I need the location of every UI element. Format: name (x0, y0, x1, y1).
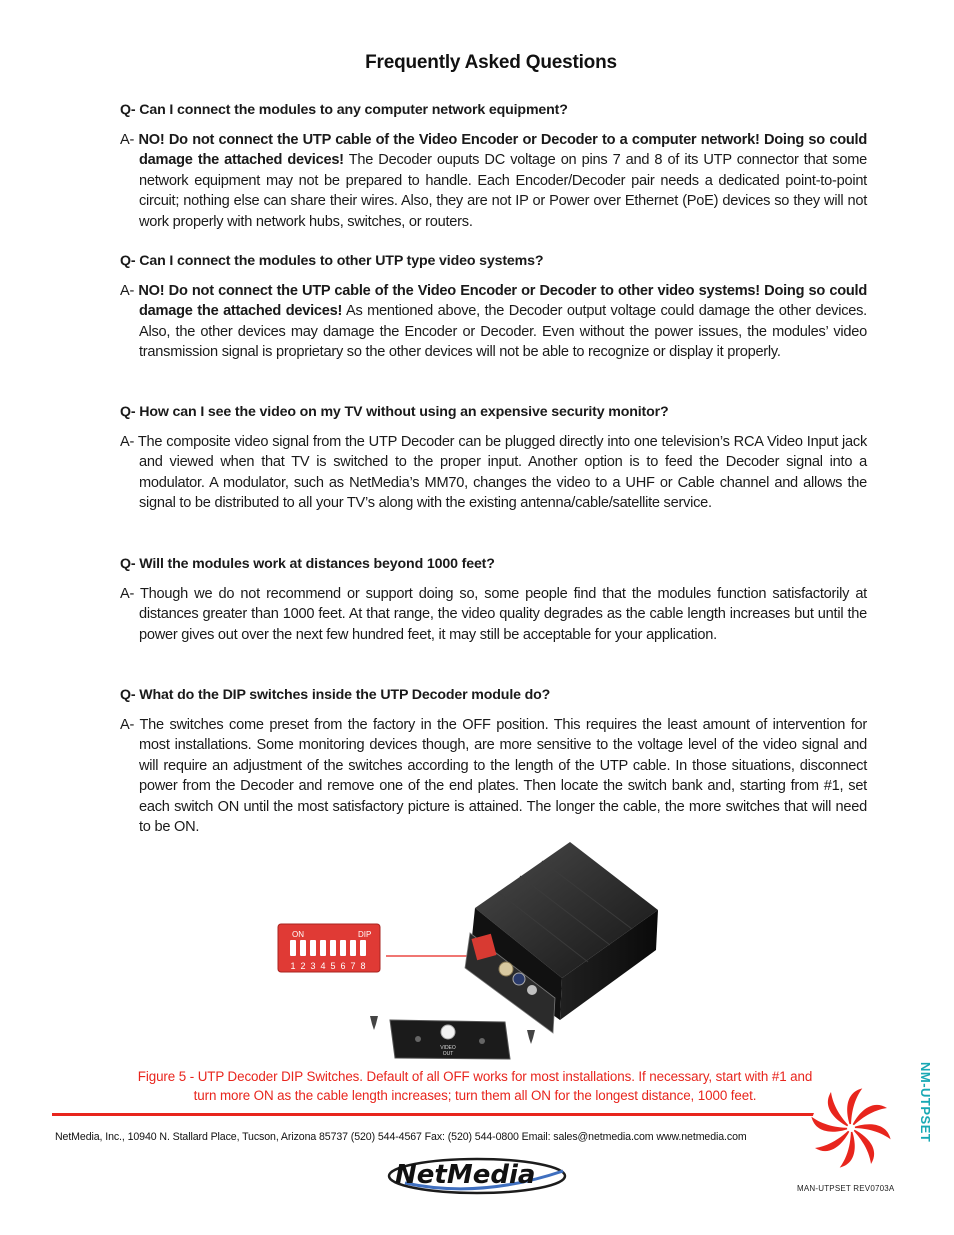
answer-prefix: A- (120, 585, 140, 602)
dip-on-label: ON (292, 930, 304, 939)
caption-line: Figure 5 - UTP Decoder DIP Switches. Default of all OFF works for most installations. If necessary, start with #1 and (137, 1069, 813, 1084)
faq-answer (120, 715, 867, 838)
logo-wordmark: NetMedia (395, 1160, 536, 1190)
answer-text: The switches come preset from the factory in the OFF position. This requires the least amount of intervention for most installations. Some monitoring devices though, are more sensitive to the voltage level of the video signal and will require an adjustment of the switches according to the length of the UTP cable. In those situations, disconnect power from the Decoder and remove one of the end plates. Then locate the switch bank and, starting from #1, set each switch ON until the most satisfactory picture is attained. The longer the cable, the more switches that will need to be ON. (139, 716, 867, 835)
dip-number: 3 (310, 961, 316, 971)
answer-warning: NO! Do not connect the UTP cable of the Video Encoder or Decoder to other video systems! Doing so could damage the attached devices! (138, 282, 867, 319)
faq-question: Q- Will the modules work at distances beyond 1000 feet? (120, 556, 495, 572)
dip-number: 8 (360, 961, 366, 971)
answer-prefix: A- (120, 716, 140, 733)
document-revision: MAN-UTPSET REV0703A (797, 1184, 895, 1193)
faq-question: Q- What do the DIP switches inside the UTP Decoder module do? (120, 687, 551, 703)
faq-answer (120, 584, 867, 646)
answer-prefix: A- (120, 282, 139, 299)
faq-answer (120, 130, 867, 233)
dip-brand-label: DIP (358, 930, 372, 939)
answer-prefix: A- (120, 131, 139, 148)
netmedia-logo (385, 1153, 575, 1197)
faq-question: Q- Can I connect the modules to other UTP type video systems? (120, 253, 544, 269)
pinwheel-icon (808, 1085, 894, 1171)
answer-text: Though we do not recommend or support doing so, some people find that the modules function satisfactorily at distances greater than 1000 feet. At that range, the video quality degrades as the cable length increases but until the power gives out over the next few hundred feet, it may still be acceptable for your application. (139, 585, 867, 643)
plate-label: OUT (442, 1051, 454, 1057)
faq-item (120, 554, 867, 645)
decoder-box (465, 842, 658, 1033)
plate-label: VIDEO (440, 1045, 456, 1051)
caption-line: turn more ON as the cable length increases; turn them all ON for the longest distance, 1000 feet. (193, 1088, 757, 1103)
dip-number: 5 (330, 961, 336, 971)
page-title: Frequently Asked Questions (365, 52, 617, 73)
figure-caption (100, 1067, 850, 1105)
dip-number: 1 (290, 961, 296, 971)
faq-item (120, 251, 867, 363)
dip-number: 2 (300, 961, 306, 971)
decoder-figure (270, 838, 690, 1068)
answer-text: The Decoder ouputs DC voltage on pins 7 and 8 of its UTP connector that some network equipment may not be prepared to handle. Each Encoder/Decoder pair needs a dedicated point-to-point circuit; nothing else can share their wires. Also, they are not IP or Power over Ethernet (PoE) devices so they will not work properly with network hubs, switches, or routers. (139, 152, 867, 230)
faq-question: Q- Can I connect the modules to any computer network equipment? (120, 102, 568, 118)
pinwheel-logo (808, 1085, 894, 1171)
netmedia-logo-mark (385, 1153, 575, 1197)
dip-number: 7 (350, 961, 356, 971)
faq-answer (120, 281, 867, 363)
dip-number: 6 (340, 961, 346, 971)
product-code-label: NM-UTPSET (918, 1062, 933, 1143)
dip-switch-closeup (278, 924, 380, 972)
answer-text: The composite video signal from the UTP Decoder can be plugged directly into one television’s RCA Video Input jack and viewed when that TV is switched to the proper input. Another option is to feed the Decoder signal into a modulator. A modulator, such as NetMedia’s MM70, changes the video to a UHF or Cable channel and allows the signal to be distributed to all your TV’s along with the existing antenna/cable/satellite service. (137, 433, 867, 511)
footer-rule (52, 1113, 870, 1116)
answer-text: As mentioned above, the Decoder output voltage could damage the other devices. Also, the other devices may damage the Encoder or Decoder. Even without the power issues, the modules’ video transmission signal is proprietary so the other devices will not be able to recognize or display it properly. (139, 303, 867, 360)
faq-item (120, 100, 867, 232)
end-plate (368, 1016, 535, 1059)
answer-warning: NO! Do not connect the UTP cable of the Video Encoder or Decoder to a computer network! Doing so could damage the attached devices! (138, 131, 867, 168)
dip-number: 4 (320, 961, 326, 971)
faq-answer (120, 432, 867, 514)
decoder-module-illustration (270, 838, 690, 1068)
answer-prefix: A- (120, 433, 138, 450)
faq-question: Q- How can I see the video on my TV without using an expensive security monitor? (120, 404, 669, 420)
faq-item (120, 685, 867, 838)
faq-item (120, 402, 867, 514)
company-address: NetMedia, Inc., 10940 N. Stallard Place, Tucson, Arizona 85737 (520) 544-4567 Fax: (520) 544-0800 Email: sales@netmedia.com www.netmedia.com (55, 1131, 747, 1143)
